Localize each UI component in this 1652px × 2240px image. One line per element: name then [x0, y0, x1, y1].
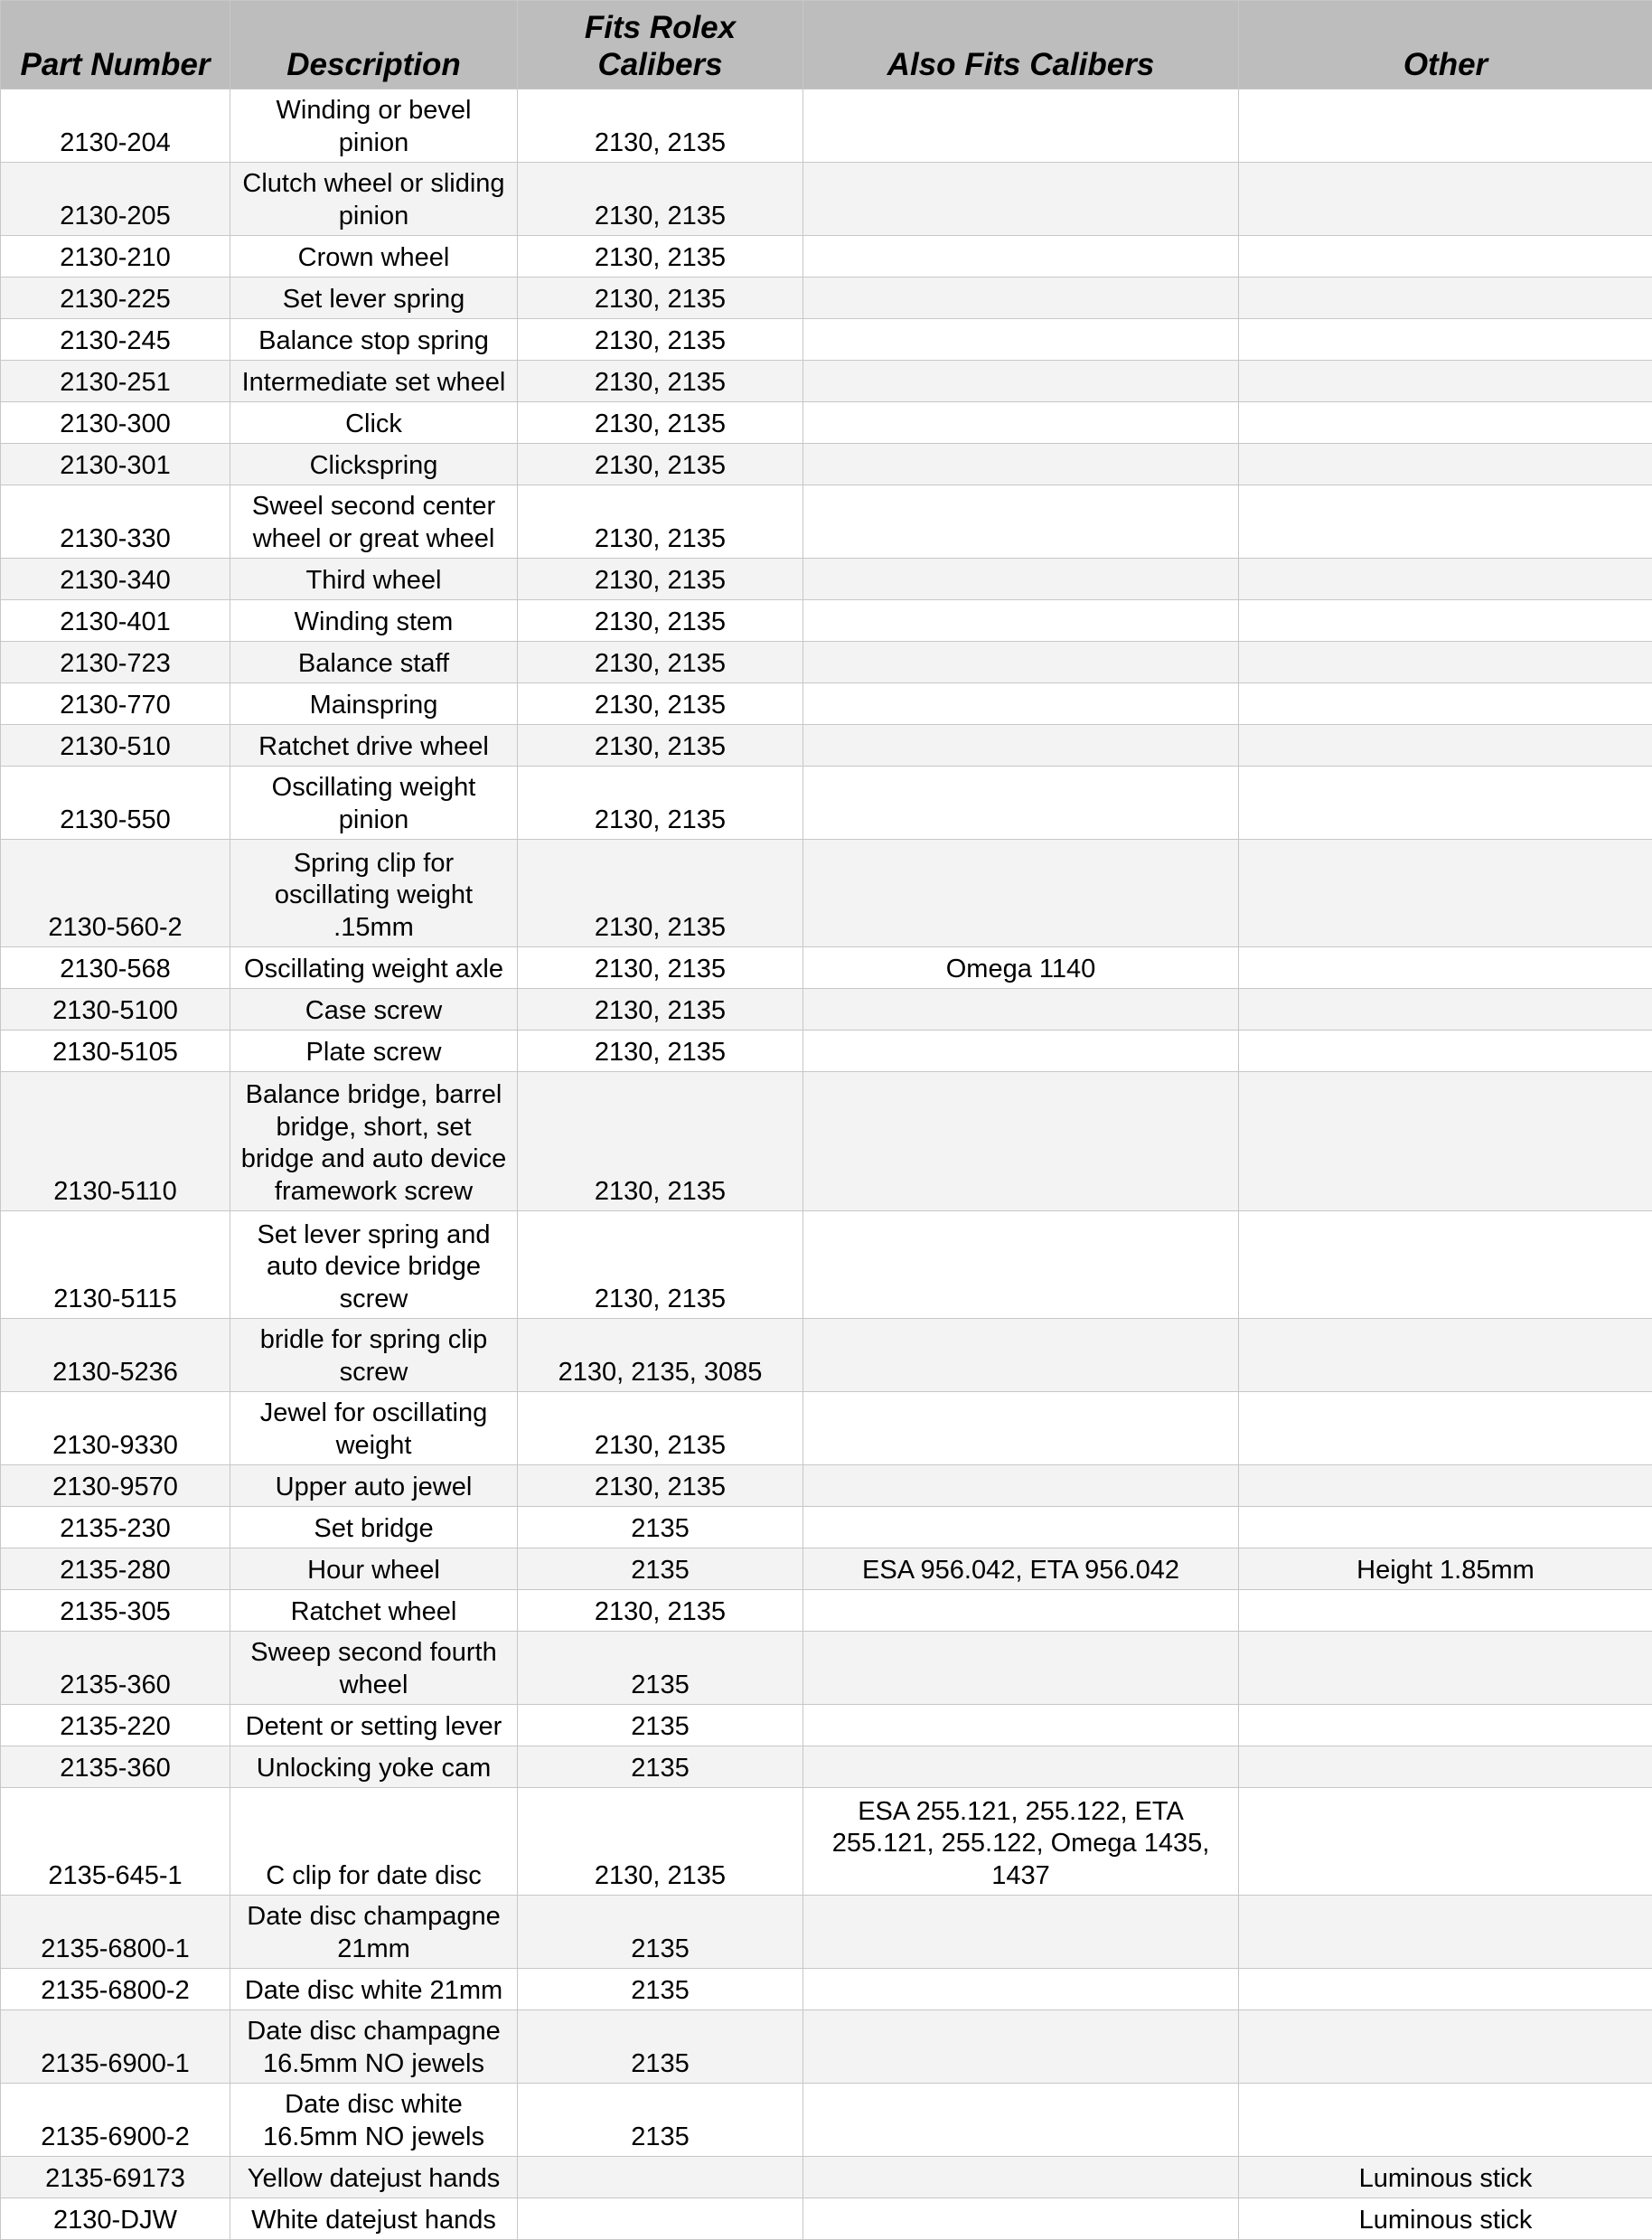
header-other: Other — [1239, 1, 1652, 89]
cell-fits-rolex: 2130, 2135 — [518, 725, 803, 767]
cell-also-fits: ESA 956.042, ETA 956.042 — [803, 1548, 1239, 1590]
cell-other: Luminous stick — [1239, 2157, 1652, 2198]
cell-also-fits — [803, 1211, 1239, 1319]
cell-other — [1239, 402, 1652, 444]
table-row — [1, 1788, 1652, 1896]
cell-also-fits — [803, 236, 1239, 278]
cell-fits-rolex: 2130, 2135 — [518, 236, 803, 278]
cell-part-number: 2130-301 — [1, 444, 230, 485]
cell-part-number: 2130-9570 — [1, 1465, 230, 1507]
cell-part-number: 2130-560-2 — [1, 840, 230, 947]
cell-fits-rolex: 2130, 2135 — [518, 989, 803, 1031]
cell-fits-rolex: 2135 — [518, 2010, 803, 2084]
cell-other — [1239, 767, 1652, 840]
cell-part-number: 2135-645-1 — [1, 1788, 230, 1896]
cell-also-fits — [803, 1746, 1239, 1788]
table-row — [1, 725, 1652, 767]
table-row — [1, 1969, 1652, 2010]
cell-fits-rolex: 2130, 2135 — [518, 642, 803, 683]
cell-fits-rolex: 2130, 2135 — [518, 840, 803, 947]
cell-also-fits — [803, 89, 1239, 163]
cell-also-fits — [803, 319, 1239, 361]
cell-part-number: 2130-9330 — [1, 1392, 230, 1465]
header-fits-rolex-calibers: Fits Rolex Calibers — [518, 1, 803, 89]
table-row — [1, 163, 1652, 236]
cell-fits-rolex: 2130, 2135 — [518, 444, 803, 485]
cell-other: Height 1.85mm — [1239, 1548, 1652, 1590]
cell-other — [1239, 89, 1652, 163]
cell-description: Clickspring — [230, 444, 518, 485]
table-row — [1, 1746, 1652, 1788]
cell-fits-rolex: 2135 — [518, 1896, 803, 1969]
cell-also-fits — [803, 1392, 1239, 1465]
cell-fits-rolex: 2130, 2135 — [518, 1211, 803, 1319]
cell-fits-rolex: 2130, 2135 — [518, 1392, 803, 1465]
cell-description: Date disc white 16.5mm NO jewels — [230, 2084, 518, 2157]
cell-other — [1239, 444, 1652, 485]
cell-fits-rolex: 2130, 2135 — [518, 402, 803, 444]
header-also-fits-calibers: Also Fits Calibers — [803, 1, 1239, 89]
table-row — [1, 2084, 1652, 2157]
cell-other — [1239, 947, 1652, 989]
cell-description: Date disc white 21mm — [230, 1969, 518, 2010]
cell-also-fits — [803, 2157, 1239, 2198]
cell-other — [1239, 1031, 1652, 1072]
cell-description: Oscillating weight pinion — [230, 767, 518, 840]
cell-other — [1239, 1507, 1652, 1548]
table-row — [1, 1705, 1652, 1746]
cell-description: Hour wheel — [230, 1548, 518, 1590]
cell-description: Set lever spring — [230, 278, 518, 319]
table-row — [1, 89, 1652, 163]
cell-also-fits — [803, 1507, 1239, 1548]
cell-fits-rolex: 2130, 2135 — [518, 89, 803, 163]
cell-description: Unlocking yoke cam — [230, 1746, 518, 1788]
cell-description: Clutch wheel or sliding pinion — [230, 163, 518, 236]
cell-description: Sweel second center wheel or great wheel — [230, 485, 518, 559]
header-row — [1, 1, 1652, 89]
cell-description: Spring clip for oscillating weight .15mm — [230, 840, 518, 947]
cell-fits-rolex: 2130, 2135, 3085 — [518, 1319, 803, 1392]
table-row — [1, 485, 1652, 559]
cell-fits-rolex: 2135 — [518, 1746, 803, 1788]
cell-fits-rolex: 2130, 2135 — [518, 600, 803, 642]
cell-other — [1239, 485, 1652, 559]
cell-also-fits — [803, 1465, 1239, 1507]
cell-other — [1239, 2010, 1652, 2084]
cell-part-number: 2130-300 — [1, 402, 230, 444]
table-row — [1, 2157, 1652, 2198]
cell-fits-rolex: 2130, 2135 — [518, 163, 803, 236]
cell-also-fits — [803, 1632, 1239, 1705]
table-row — [1, 559, 1652, 600]
cell-fits-rolex: 2130, 2135 — [518, 1465, 803, 1507]
cell-also-fits — [803, 485, 1239, 559]
cell-description: Third wheel — [230, 559, 518, 600]
cell-also-fits: Omega 1140 — [803, 947, 1239, 989]
header-part-number: Part Number — [1, 1, 230, 89]
table-row — [1, 444, 1652, 485]
cell-other — [1239, 1705, 1652, 1746]
cell-other — [1239, 1319, 1652, 1392]
table-row — [1, 402, 1652, 444]
cell-description: Balance stop spring — [230, 319, 518, 361]
cell-part-number: 2130-340 — [1, 559, 230, 600]
cell-part-number: 2130-210 — [1, 236, 230, 278]
cell-part-number: 2130-401 — [1, 600, 230, 642]
cell-description: Balance staff — [230, 642, 518, 683]
table-row — [1, 1392, 1652, 1465]
cell-other — [1239, 361, 1652, 402]
cell-also-fits — [803, 2084, 1239, 2157]
cell-part-number: 2135-69173 — [1, 2157, 230, 2198]
table-row — [1, 361, 1652, 402]
cell-description: Intermediate set wheel — [230, 361, 518, 402]
table-row — [1, 1896, 1652, 1969]
cell-also-fits — [803, 1896, 1239, 1969]
cell-other — [1239, 1969, 1652, 2010]
cell-part-number: 2130-723 — [1, 642, 230, 683]
cell-part-number: 2130-5105 — [1, 1031, 230, 1072]
cell-also-fits — [803, 1319, 1239, 1392]
cell-other — [1239, 559, 1652, 600]
table-row — [1, 278, 1652, 319]
cell-also-fits — [803, 725, 1239, 767]
cell-fits-rolex: 2130, 2135 — [518, 1788, 803, 1896]
cell-fits-rolex: 2130, 2135 — [518, 559, 803, 600]
cell-also-fits — [803, 600, 1239, 642]
table-row — [1, 642, 1652, 683]
cell-also-fits — [803, 989, 1239, 1031]
table-row — [1, 1465, 1652, 1507]
cell-also-fits — [803, 1705, 1239, 1746]
cell-also-fits — [803, 683, 1239, 725]
cell-part-number: 2130-205 — [1, 163, 230, 236]
cell-other — [1239, 725, 1652, 767]
cell-also-fits — [803, 163, 1239, 236]
header-description: Description — [230, 1, 518, 89]
cell-description: Set lever spring and auto device bridge screw — [230, 1211, 518, 1319]
table-row — [1, 319, 1652, 361]
cell-fits-rolex: 2130, 2135 — [518, 319, 803, 361]
cell-description: Detent or setting lever — [230, 1705, 518, 1746]
cell-part-number: 2130-550 — [1, 767, 230, 840]
table-row — [1, 1031, 1652, 1072]
cell-other — [1239, 2084, 1652, 2157]
cell-part-number: 2130-510 — [1, 725, 230, 767]
cell-other — [1239, 1896, 1652, 1969]
cell-other — [1239, 1788, 1652, 1896]
cell-description: Plate screw — [230, 1031, 518, 1072]
cell-fits-rolex: 2130, 2135 — [518, 1590, 803, 1632]
cell-fits-rolex: 2135 — [518, 1632, 803, 1705]
cell-part-number: 2130-5100 — [1, 989, 230, 1031]
cell-also-fits — [803, 1590, 1239, 1632]
cell-fits-rolex: 2135 — [518, 2084, 803, 2157]
cell-part-number: 2130-DJW — [1, 2198, 230, 2240]
cell-description: Winding stem — [230, 600, 518, 642]
table-row — [1, 1590, 1652, 1632]
table-row — [1, 2010, 1652, 2084]
cell-description: Click — [230, 402, 518, 444]
cell-description: White datejust hands — [230, 2198, 518, 2240]
cell-also-fits — [803, 444, 1239, 485]
cell-part-number: 2130-225 — [1, 278, 230, 319]
cell-also-fits — [803, 642, 1239, 683]
table-row — [1, 1507, 1652, 1548]
table-row — [1, 600, 1652, 642]
cell-description: Set bridge — [230, 1507, 518, 1548]
cell-other — [1239, 319, 1652, 361]
cell-other — [1239, 683, 1652, 725]
cell-fits-rolex: 2135 — [518, 1969, 803, 2010]
cell-description: Sweep second fourth wheel — [230, 1632, 518, 1705]
cell-part-number: 2135-6900-1 — [1, 2010, 230, 2084]
cell-part-number: 2135-220 — [1, 1705, 230, 1746]
cell-also-fits — [803, 361, 1239, 402]
cell-description: Jewel for oscillating weight — [230, 1392, 518, 1465]
cell-fits-rolex: 2130, 2135 — [518, 485, 803, 559]
cell-part-number: 2135-6800-1 — [1, 1896, 230, 1969]
cell-part-number: 2135-305 — [1, 1590, 230, 1632]
cell-other — [1239, 642, 1652, 683]
cell-description: Upper auto jewel — [230, 1465, 518, 1507]
cell-also-fits — [803, 559, 1239, 600]
table-row — [1, 947, 1652, 989]
table-row — [1, 989, 1652, 1031]
table-row — [1, 1632, 1652, 1705]
cell-also-fits — [803, 278, 1239, 319]
cell-other — [1239, 1392, 1652, 1465]
cell-fits-rolex: 2130, 2135 — [518, 278, 803, 319]
cell-also-fits — [803, 767, 1239, 840]
cell-other — [1239, 278, 1652, 319]
cell-fits-rolex: 2130, 2135 — [518, 767, 803, 840]
cell-description: bridle for spring clip screw — [230, 1319, 518, 1392]
cell-description: Case screw — [230, 989, 518, 1031]
cell-fits-rolex: 2130, 2135 — [518, 361, 803, 402]
cell-also-fits — [803, 2010, 1239, 2084]
cell-fits-rolex: 2130, 2135 — [518, 1072, 803, 1211]
cell-fits-rolex: 2130, 2135 — [518, 683, 803, 725]
cell-part-number: 2130-568 — [1, 947, 230, 989]
cell-other — [1239, 1465, 1652, 1507]
cell-description: Mainspring — [230, 683, 518, 725]
cell-part-number: 2135-230 — [1, 1507, 230, 1548]
cell-description: C clip for date disc — [230, 1788, 518, 1896]
cell-part-number: 2135-6800-2 — [1, 1969, 230, 2010]
cell-other — [1239, 1746, 1652, 1788]
cell-part-number: 2135-6900-2 — [1, 2084, 230, 2157]
cell-part-number: 2130-204 — [1, 89, 230, 163]
cell-part-number: 2135-360 — [1, 1746, 230, 1788]
cell-part-number: 2135-280 — [1, 1548, 230, 1590]
cell-part-number: 2135-360 — [1, 1632, 230, 1705]
cell-description: Yellow datejust hands — [230, 2157, 518, 2198]
table-row — [1, 1072, 1652, 1211]
cell-part-number: 2130-5236 — [1, 1319, 230, 1392]
cell-also-fits — [803, 840, 1239, 947]
cell-other — [1239, 163, 1652, 236]
cell-part-number: 2130-330 — [1, 485, 230, 559]
cell-fits-rolex: 2135 — [518, 1705, 803, 1746]
cell-also-fits — [803, 402, 1239, 444]
cell-description: Balance bridge, barrel bridge, short, set bridge and auto device framework screw — [230, 1072, 518, 1211]
table-row — [1, 236, 1652, 278]
cell-other — [1239, 1590, 1652, 1632]
cell-fits-rolex: 2130, 2135 — [518, 947, 803, 989]
cell-description: Oscillating weight axle — [230, 947, 518, 989]
cell-part-number: 2130-5115 — [1, 1211, 230, 1319]
table-row — [1, 767, 1652, 840]
cell-fits-rolex — [518, 2157, 803, 2198]
cell-fits-rolex: 2135 — [518, 1548, 803, 1590]
cell-other — [1239, 600, 1652, 642]
cell-other — [1239, 1632, 1652, 1705]
table-row — [1, 683, 1652, 725]
cell-description: Crown wheel — [230, 236, 518, 278]
cell-other — [1239, 236, 1652, 278]
cell-other — [1239, 989, 1652, 1031]
table-row — [1, 1548, 1652, 1590]
cell-other — [1239, 1072, 1652, 1211]
table-row — [1, 1319, 1652, 1392]
cell-part-number: 2130-251 — [1, 361, 230, 402]
cell-part-number: 2130-245 — [1, 319, 230, 361]
cell-fits-rolex: 2130, 2135 — [518, 1031, 803, 1072]
cell-other — [1239, 840, 1652, 947]
cell-description: Ratchet wheel — [230, 1590, 518, 1632]
cell-other — [1239, 1211, 1652, 1319]
cell-also-fits — [803, 1072, 1239, 1211]
cell-also-fits — [803, 1969, 1239, 2010]
cell-description: Date disc champagne 16.5mm NO jewels — [230, 2010, 518, 2084]
cell-fits-rolex: 2135 — [518, 1507, 803, 1548]
cell-also-fits — [803, 1031, 1239, 1072]
cell-part-number: 2130-770 — [1, 683, 230, 725]
table-row — [1, 1211, 1652, 1319]
cell-description: Ratchet drive wheel — [230, 725, 518, 767]
cell-description: Date disc champagne 21mm — [230, 1896, 518, 1969]
cell-other: Luminous stick — [1239, 2198, 1652, 2240]
cell-part-number: 2130-5110 — [1, 1072, 230, 1211]
cell-description: Winding or bevel pinion — [230, 89, 518, 163]
table-row — [1, 840, 1652, 947]
cell-also-fits: ESA 255.121, 255.122, ETA 255.121, 255.122, Omega 1435, 1437 — [803, 1788, 1239, 1896]
